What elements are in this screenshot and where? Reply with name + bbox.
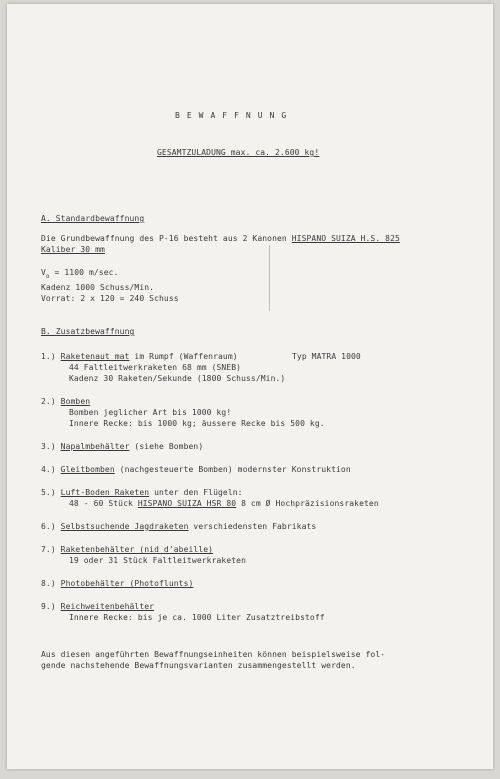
item-3: 3.) Napalmbehälter (siehe Bomben) — [41, 442, 204, 451]
section-b-heading: B. Zusatzbewaffnung — [41, 327, 135, 336]
section-a-line1: Die Grundbewaffnung des P-16 besteht aus 2 Kanonen HISPANO SUIZA H.S. 825 — [41, 234, 400, 243]
item-2-line3: Innere Recke: bis 1000 kg; äussere Recke bis 500 kg. — [69, 419, 325, 428]
item-5: 5.) Luft-Boden Raketen unter den Flügeln: — [41, 488, 243, 497]
fire-rate: Kadenz 1000 Schuss/Min. — [41, 283, 155, 292]
section-a-heading: A. Standardbewaffnung — [41, 214, 145, 223]
document-page — [7, 4, 493, 769]
item-9: 9.) Reichweitenbehälter — [41, 602, 155, 611]
item-4: 4.) Gleitbomben (nachgesteuerte Bomben) modernster Konstruktion — [41, 465, 351, 474]
payload-note: GESAMTZULADUNG max. ca. 2.600 kg! — [157, 148, 320, 157]
closing-line2: gende nachstehende Bewaffnungsvarianten zusammengestellt werden. — [41, 661, 356, 670]
page-title: BEWAFFNUNG — [175, 111, 294, 120]
muzzle-velocity: $V_o = 1100$ m/sec. — [41, 268, 119, 280]
item-6: 6.) Selbstsuchende Jagdraketen verschiedensten Fabrikats — [41, 522, 317, 531]
item-2: 2.) Bomben — [41, 397, 91, 406]
item-1-type: Typ MATRA 1000 — [292, 352, 361, 361]
ammo-supply: Vorrat: 2 x 120 = 240 Schuss — [41, 294, 179, 303]
section-a-caliber: Kaliber 30 mm — [41, 245, 105, 254]
item-5-line2: 48 - 60 Stück HISPANO SUIZA HSR 80 8 cm Ø Hochpräzisionsraketen — [69, 499, 379, 508]
item-2-line2: Bomben jeglicher Art bis 1000 kg! — [69, 408, 232, 417]
margin-line — [269, 245, 270, 311]
closing-line1: Aus diesen angeführten Bewaffnungseinheiten können beispielsweise fol- — [41, 650, 386, 659]
item-1: 1.) Raketenaut mat im Rumpf (Waffenraum) — [41, 352, 238, 361]
item-7: 7.) Raketenbehälter (nid d'abeille) — [41, 545, 214, 554]
item-1-line2: 44 Faltleitwerkraketen 68 mm (SNEB) — [69, 363, 242, 372]
item-7-line2: 19 oder 31 Stück Faltleitwerkraketen — [69, 556, 246, 565]
item-8: 8.) Photobehälter (Photoflunts) — [41, 579, 194, 588]
item-1-line3: Kadenz 30 Raketen/Sekunde (1800 Schuss/Min.) — [69, 374, 286, 383]
item-9-line2: Innere Recke: bis je ca. 1000 Liter Zusatztreibstoff — [69, 613, 325, 622]
